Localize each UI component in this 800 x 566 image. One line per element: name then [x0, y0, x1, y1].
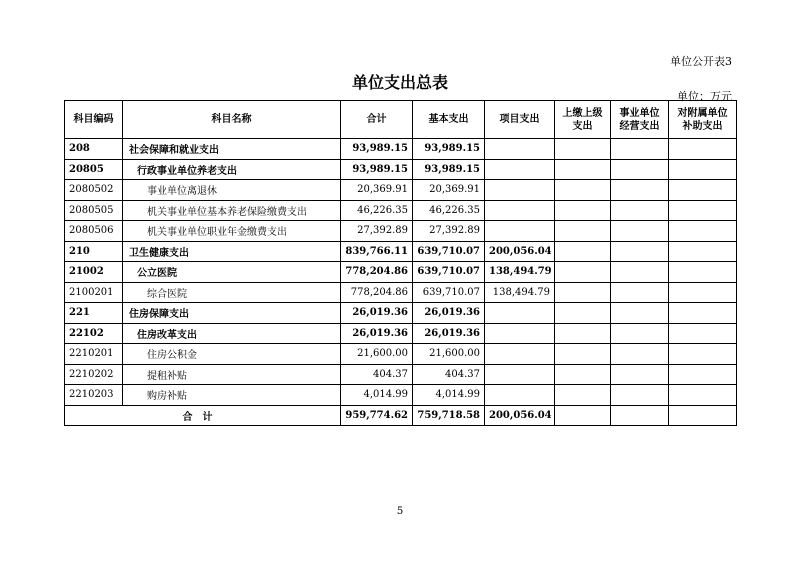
row-upper — [555, 282, 611, 303]
total-subsidy — [669, 405, 737, 426]
row-subsidy — [669, 323, 737, 344]
row-business — [611, 139, 669, 160]
row-name: 住房保障支出 — [123, 303, 341, 324]
total-row — [65, 405, 737, 426]
row-project — [485, 385, 555, 406]
row-total: 21,600.00 — [341, 344, 413, 365]
total-label: 合计 — [65, 405, 341, 426]
row-total: 839,766.11 — [341, 241, 413, 262]
row-upper — [555, 180, 611, 201]
row-project: 138,494.79 — [485, 282, 555, 303]
row-name: 社会保障和就业支出 — [123, 139, 341, 160]
row-basic: 26,019.36 — [413, 323, 485, 344]
total-basic: 759,718.58 — [413, 405, 485, 426]
table-row — [65, 241, 737, 262]
table-row — [65, 385, 737, 406]
row-name: 机关事业单位职业年金缴费支出 — [123, 221, 341, 242]
table-row — [65, 323, 737, 344]
table-row — [65, 139, 737, 160]
table-row — [65, 282, 737, 303]
row-project — [485, 364, 555, 385]
row-upper — [555, 200, 611, 221]
row-basic: 93,989.15 — [413, 159, 485, 180]
header-row — [65, 101, 737, 139]
row-subsidy — [669, 364, 737, 385]
row-subsidy — [669, 180, 737, 201]
row-business — [611, 303, 669, 324]
row-business — [611, 200, 669, 221]
table-tag: 单位公开表3 — [670, 55, 732, 68]
row-code: 20805 — [65, 159, 123, 180]
row-total: 778,204.86 — [341, 282, 413, 303]
row-code: 2100201 — [65, 282, 123, 303]
table-row — [65, 344, 737, 365]
row-upper — [555, 323, 611, 344]
row-project — [485, 303, 555, 324]
page-number: 5 — [396, 506, 404, 517]
table-row — [65, 159, 737, 180]
row-upper — [555, 262, 611, 283]
row-upper — [555, 159, 611, 180]
row-basic: 93,989.15 — [413, 139, 485, 160]
header-name: 科目名称 — [123, 101, 341, 139]
row-total: 26,019.36 — [341, 303, 413, 324]
table-row — [65, 364, 737, 385]
row-code: 2080502 — [65, 180, 123, 201]
row-upper — [555, 241, 611, 262]
row-upper — [555, 139, 611, 160]
row-upper — [555, 344, 611, 365]
row-code: 208 — [65, 139, 123, 160]
row-name: 卫生健康支出 — [123, 241, 341, 262]
row-basic: 46,226.35 — [413, 200, 485, 221]
row-business — [611, 385, 669, 406]
row-subsidy — [669, 139, 737, 160]
table-row — [65, 180, 737, 201]
row-project: 200,056.04 — [485, 241, 555, 262]
row-business — [611, 241, 669, 262]
row-business — [611, 221, 669, 242]
row-subsidy — [669, 262, 737, 283]
row-upper — [555, 221, 611, 242]
row-total: 4,014.99 — [341, 385, 413, 406]
row-name: 住房公积金 — [123, 344, 341, 365]
row-name: 事业单位离退休 — [123, 180, 341, 201]
row-name: 行政事业单位养老支出 — [123, 159, 341, 180]
row-basic: 639,710.07 — [413, 262, 485, 283]
row-total: 404.37 — [341, 364, 413, 385]
row-basic: 26,019.36 — [413, 303, 485, 324]
row-name: 住房改革支出 — [123, 323, 341, 344]
row-name: 机关事业单位基本养老保险缴费支出 — [123, 200, 341, 221]
row-basic: 639,710.07 — [413, 282, 485, 303]
row-code: 2210201 — [65, 344, 123, 365]
row-code: 2080505 — [65, 200, 123, 221]
total-total: 959,774.62 — [341, 405, 413, 426]
row-business — [611, 262, 669, 283]
table-row — [65, 221, 737, 242]
row-total: 46,226.35 — [341, 200, 413, 221]
total-business — [611, 405, 669, 426]
row-total: 93,989.15 — [341, 159, 413, 180]
row-business — [611, 180, 669, 201]
row-total: 93,989.15 — [341, 139, 413, 160]
row-business — [611, 159, 669, 180]
row-total: 27,392.89 — [341, 221, 413, 242]
table-row — [65, 200, 737, 221]
row-basic: 27,392.89 — [413, 221, 485, 242]
row-project — [485, 323, 555, 344]
row-subsidy — [669, 344, 737, 365]
row-code: 2080506 — [65, 221, 123, 242]
header-basic: 基本支出 — [413, 101, 485, 139]
row-project — [485, 139, 555, 160]
header-code: 科目编码 — [65, 101, 123, 139]
row-code: 22102 — [65, 323, 123, 344]
document-title: 单位支出总表 — [351, 73, 448, 92]
row-subsidy — [669, 241, 737, 262]
row-code: 221 — [65, 303, 123, 324]
row-total: 778,204.86 — [341, 262, 413, 283]
row-subsidy — [669, 200, 737, 221]
row-subsidy — [669, 282, 737, 303]
row-subsidy — [669, 221, 737, 242]
header-business: 事业单位经营支出 — [611, 101, 669, 139]
total-upper — [555, 405, 611, 426]
row-total: 20,369.91 — [341, 180, 413, 201]
row-upper — [555, 303, 611, 324]
row-project — [485, 159, 555, 180]
row-subsidy — [669, 159, 737, 180]
row-code: 2210202 — [65, 364, 123, 385]
row-business — [611, 282, 669, 303]
row-subsidy — [669, 385, 737, 406]
row-business — [611, 344, 669, 365]
total-project: 200,056.04 — [485, 405, 555, 426]
row-project — [485, 221, 555, 242]
row-project — [485, 344, 555, 365]
row-code: 210 — [65, 241, 123, 262]
row-project: 138,494.79 — [485, 262, 555, 283]
row-basic: 20,369.91 — [413, 180, 485, 201]
row-code: 2210203 — [65, 385, 123, 406]
header-total: 合计 — [341, 101, 413, 139]
row-name: 购房补贴 — [123, 385, 341, 406]
row-basic: 639,710.07 — [413, 241, 485, 262]
expenditure-table — [64, 100, 737, 426]
table-row — [65, 262, 737, 283]
row-business — [611, 364, 669, 385]
row-basic: 404.37 — [413, 364, 485, 385]
table-row — [65, 303, 737, 324]
row-project — [485, 200, 555, 221]
row-upper — [555, 385, 611, 406]
row-basic: 21,600.00 — [413, 344, 485, 365]
row-code: 21002 — [65, 262, 123, 283]
row-name: 综合医院 — [123, 282, 341, 303]
row-total: 26,019.36 — [341, 323, 413, 344]
header-subsidy: 对附属单位补助支出 — [669, 101, 737, 139]
row-subsidy — [669, 303, 737, 324]
header-project: 项目支出 — [485, 101, 555, 139]
row-business — [611, 323, 669, 344]
row-name: 提租补贴 — [123, 364, 341, 385]
unit-label: 单位：万元 — [677, 90, 732, 103]
header-upper: 上缴上级支出 — [555, 101, 611, 139]
row-name: 公立医院 — [123, 262, 341, 283]
row-project — [485, 180, 555, 201]
row-upper — [555, 364, 611, 385]
row-basic: 4,014.99 — [413, 385, 485, 406]
